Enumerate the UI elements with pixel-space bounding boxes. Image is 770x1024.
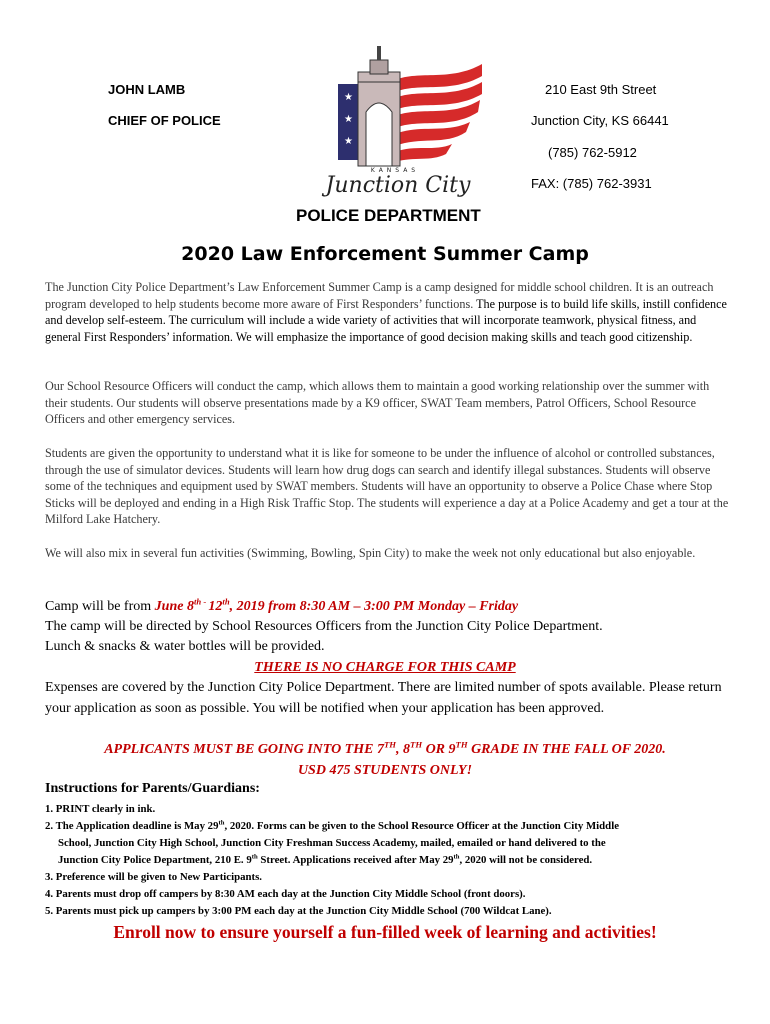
camp-directed-line: The camp will be directed by School Resources Officers from the Junction City Police Department. <box>45 619 603 634</box>
camp-dates-line <box>45 597 735 618</box>
no-charge-notice: THERE IS NO CHARGE FOR THIS CAMP <box>254 660 516 675</box>
lunch-line: Lunch & snacks & water bottles will be provided. <box>45 639 325 654</box>
intro-text-a: The Junction City Police Department’s Law Enforcement Summer Camp is a camp designed for middle school children. It is an outreach program developed to help students become more aware of First Responders’ functions. <box>45 280 714 311</box>
fun-paragraph: We will also mix in several fun activities (Swimming, Bowling, Spin City) to make the week not only educational but also enjoyable. <box>45 546 696 560</box>
svg-text:★: ★ <box>344 136 353 147</box>
activities-paragraph: Students are given the opportunity to understand what it is like for someone to be under the influence of alcohol or controlled substances, through the use of simulator devices. Students will learn how drug dogs can search and identify illegal substances. Students will observe some of the techniques and equipment used by SWAT members. Students will have an opportunity to observe a Police Chase where Stop Sticks will be deployed and ending in a High Risk Traffic Stop. The students will experience a day at a Police Academy and get a tour at the Milford Lake Hatchery. <box>45 446 729 527</box>
expenses-paragraph: Expenses are covered by the Junction City Police Department. There are limited number of spots available. Please return your application as soon as possible. You will be notified when your application has been approved. <box>45 680 722 716</box>
address-line-1: 210 East 9th Street <box>545 82 657 97</box>
fax-number: FAX: (785) 762-3931 <box>531 176 652 191</box>
junction-city-logo <box>300 42 490 202</box>
instruction-2: 2. The Application deadline is May 29th, 2020. Forms can be given to the School Resource Officer at the Junction City Middle <box>45 819 619 832</box>
phone-number: (785) 762-5912 <box>548 145 637 160</box>
instruction-4: 4. Parents must drop off campers by 8:30 AM each day at the Junction City Middle School (front doors). <box>45 888 526 900</box>
enroll-callout: Enroll now to ensure yourself a fun-filled week of learning and activities! <box>113 922 657 942</box>
arch-building <box>358 46 400 166</box>
grade-requirement: APPLICANTS MUST BE GOING INTO THE 7TH, 8TH OR 9TH GRADE IN THE FALL OF 2020. <box>104 739 666 757</box>
stars <box>344 92 353 147</box>
svg-text:★: ★ <box>344 114 353 125</box>
camp-dates: June $8^{th -}$ 12th, 2019 from 8:30 AM – 3:00 PM Monday – Friday <box>154 596 519 614</box>
instruction-5: 5. Parents must pick up campers by 3:00 PM each day at the Junction City Middle School (700 Wildcat Lane). <box>45 905 552 917</box>
instruction-2-cont2: Junction City Police Department, 210 E. 9th Street. Applications received after May 29th, 2020 will not be considered. <box>58 853 593 866</box>
intro-text-b: The purpose is to build life skills, instill confidence and develop self-esteem. The curriculum will include a wide variety of activities that will incorporate teamwork, physical fitness, and general First Responders’ information. We will emphasize the importance of good decision making skills and teach good citizenship. <box>45 296 727 344</box>
camp-prefix: Camp will be from <box>45 599 155 614</box>
instruction-3: 3. Preference will be given to New Participants. <box>45 871 262 883</box>
intro-paragraph <box>45 279 730 345</box>
logo-kansas-text: KANSAS <box>370 167 420 174</box>
officers-paragraph: Our School Resource Officers will conduct the camp, which allows them to maintain a good working relationship over the summer with their students. Our students will observe presentations made by a K9 officer, SWAT Team members, Patrol Officers, School Resource Officers and other emergency services. <box>45 379 710 427</box>
svg-text:★: ★ <box>344 92 353 103</box>
instructions-list <box>45 801 735 920</box>
instructions-heading: Instructions for Parents/Guardians: <box>45 781 260 796</box>
address-line-2: Junction City, KS 66441 <box>531 113 669 128</box>
instruction-2-cont: School, Junction City High School, Junction City Freshman Success Academy, mailed, emailed or hand delivered to the <box>58 837 606 849</box>
chief-title: CHIEF OF POLICE <box>108 113 221 128</box>
page-title: 2020 Law Enforcement Summer Camp <box>181 243 589 265</box>
usd-notice: USD 475 STUDENTS ONLY! <box>297 763 473 778</box>
instruction-1: 1. PRINT clearly in ink. <box>45 803 156 815</box>
logo-script-text: Junction City <box>325 173 471 198</box>
department-name: POLICE DEPARTMENT <box>296 206 481 225</box>
chief-name: JOHN LAMB <box>108 82 186 97</box>
flag-stripes <box>395 64 482 162</box>
